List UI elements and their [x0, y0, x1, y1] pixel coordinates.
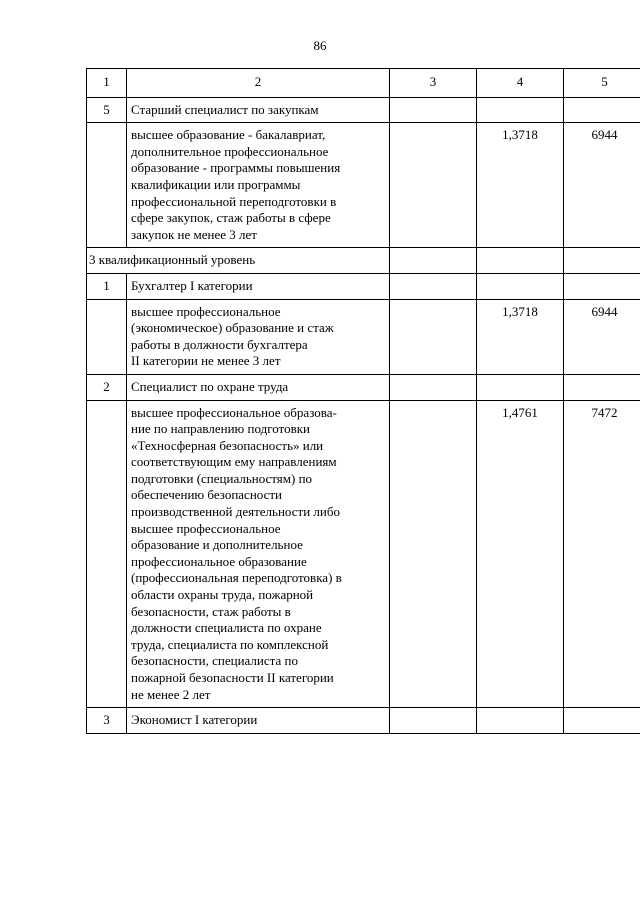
salary-cell: [564, 708, 640, 734]
salary-cell: [564, 97, 640, 123]
cell-col3: [390, 248, 477, 274]
position-title: Старший специалист по закупкам: [127, 97, 390, 123]
page-number: 86: [313, 38, 327, 53]
cell-col3: [390, 400, 477, 708]
cell-col3: [390, 299, 477, 374]
requirements-text: высшее образование - бакалавриат, дополнительное профессиональное образование - программы повышения квалификации или программы профессиональной переподготовки в сфере закупок, стаж работы в сфере закупок не менее 3 лет: [127, 123, 390, 248]
salary-cell: [564, 273, 640, 299]
coefficient-cell: 1,4761: [477, 400, 564, 708]
row-number: [87, 299, 127, 374]
cell-col3: [390, 708, 477, 734]
salary-cell: 7472: [564, 400, 640, 708]
header-cell-1: 1: [87, 69, 127, 98]
table-row: [87, 374, 640, 400]
coefficient-cell: [477, 273, 564, 299]
header-cell-4: 4: [477, 69, 564, 98]
coefficient-cell: [477, 708, 564, 734]
position-title: Специалист по охране труда: [127, 374, 390, 400]
table-row: [87, 400, 640, 708]
position-title: Экономист I категории: [127, 708, 390, 734]
cell-col3: [390, 123, 477, 248]
cell-col5: [564, 248, 640, 274]
row-number: 3: [87, 708, 127, 734]
row-number: [87, 123, 127, 248]
header-cell-2: 2: [127, 69, 390, 98]
cell-col3: [390, 273, 477, 299]
row-number: 1: [87, 273, 127, 299]
salary-cell: [564, 374, 640, 400]
row-number: 2: [87, 374, 127, 400]
requirements-text: высшее профессиональное образова- ние по направлению подготовки «Техносферная безопасность» или соответствующим ему направлениям подготовки (специальностям) по обеспечению безопасности производственной деятельности либо высшее профессиональное образование и дополнительное профессиональное образование (профессиональная переподготовка) в области охраны труда, пожарной безопасности, стаж работы в должности специалиста по охране труда, специалиста по комплексной безопасности, специалиста по пожарной безопасности II категории не менее 2 лет: [127, 400, 390, 708]
table-row: [87, 273, 640, 299]
coefficient-cell: [477, 374, 564, 400]
qualification-level-row: [87, 248, 640, 274]
header-cell-3: 3: [390, 69, 477, 98]
row-number: [87, 400, 127, 708]
cell-col4: [477, 248, 564, 274]
qualification-table: [86, 68, 640, 734]
position-title: Бухгалтер I категории: [127, 273, 390, 299]
table-row: [87, 299, 640, 374]
coefficient-cell: 1,3718: [477, 299, 564, 374]
table-row: [87, 123, 640, 248]
row-number: 5: [87, 97, 127, 123]
qualification-level-label: 3 квалификационный уровень: [87, 248, 390, 274]
cell-col3: [390, 374, 477, 400]
table-row: [87, 708, 640, 734]
table-header-row: [87, 69, 640, 98]
coefficient-cell: 1,3718: [477, 123, 564, 248]
cell-col3: [390, 97, 477, 123]
table-row: [87, 97, 640, 123]
salary-cell: 6944: [564, 123, 640, 248]
header-cell-5: 5: [564, 69, 640, 98]
salary-cell: 6944: [564, 299, 640, 374]
requirements-text: высшее профессиональное (экономическое) образование и стаж работы в должности бухгалтера II категории не менее 3 лет: [127, 299, 390, 374]
coefficient-cell: [477, 97, 564, 123]
